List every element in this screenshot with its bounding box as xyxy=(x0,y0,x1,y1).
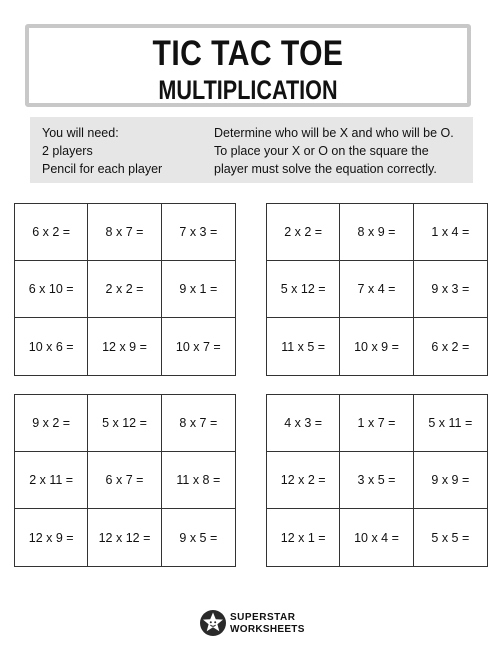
board-cell[interactable]: 12 x 9 = xyxy=(15,509,88,566)
board-cell[interactable]: 5 x 12 = xyxy=(88,395,161,452)
board-cell[interactable]: 8 x 7 = xyxy=(162,395,235,452)
board-cell[interactable]: 1 x 4 = xyxy=(414,204,487,261)
tic-tac-toe-board-2 xyxy=(266,203,488,376)
board-cell[interactable]: 7 x 4 = xyxy=(340,261,413,318)
tic-tac-toe-board-4 xyxy=(266,394,488,567)
board-cell[interactable]: 6 x 10 = xyxy=(15,261,88,318)
board-cell[interactable]: 10 x 6 = xyxy=(15,318,88,375)
board-cell[interactable]: 7 x 3 = xyxy=(162,204,235,261)
materials-heading: You will need: xyxy=(42,126,119,140)
board-cell[interactable]: 10 x 7 = xyxy=(175,339,221,354)
board-cell[interactable]: 1 x 7 = xyxy=(340,395,413,452)
board-cell[interactable]: 9 x 3 = xyxy=(414,261,487,318)
board-cell[interactable]: 6 x 2 = xyxy=(431,339,470,354)
instruction-line: Determine who will be X and who will be O. xyxy=(214,126,454,140)
board-cell[interactable]: 12 x 2 = xyxy=(267,452,340,509)
instructions xyxy=(214,124,454,178)
instruction-line: To place your X or O on the square the xyxy=(214,144,429,158)
tic-tac-toe-board-1 xyxy=(14,203,236,376)
materials-list xyxy=(42,124,162,178)
board-cell[interactable]: 11 x 5 = xyxy=(267,318,340,375)
board-cell[interactable]: 8 x 7 = xyxy=(88,204,161,261)
board-cell[interactable]: 10 x 4 = xyxy=(340,509,413,566)
board-cell[interactable]: 4 x 3 = xyxy=(267,395,340,452)
brand-name-line1: SUPERSTAR xyxy=(230,612,296,623)
board-cell[interactable]: 12 x 1 = xyxy=(267,509,340,566)
board-cell[interactable]: 9 x 9 = xyxy=(414,452,487,509)
board-cell[interactable]: 10 x 9 = xyxy=(340,318,413,375)
board-cell[interactable]: 5 x 11 = xyxy=(414,395,487,452)
board-cell[interactable]: 11 x 8 = xyxy=(162,452,235,509)
smiling-star-icon xyxy=(199,609,227,637)
info-box xyxy=(30,117,473,183)
board-cell[interactable]: 5 x 12 = xyxy=(267,261,340,318)
materials-item: 2 players xyxy=(42,144,93,158)
page-title: TIC TAC TOE xyxy=(152,34,344,73)
board-cell[interactable]: 9 x 2 = xyxy=(15,395,88,452)
materials-item: Pencil for each player xyxy=(42,162,163,176)
board-cell[interactable]: 6 x 2 = xyxy=(15,204,88,261)
board-cell[interactable]: 12 x 9 = xyxy=(88,318,161,375)
instruction-line: player must solve the equation correctly. xyxy=(214,162,437,176)
tic-tac-toe-board-3 xyxy=(14,394,236,567)
board-cell[interactable]: 2 x 2 = xyxy=(267,204,340,261)
title-box xyxy=(25,24,471,107)
board-cell[interactable]: 6 x 7 = xyxy=(88,452,161,509)
board-cell[interactable]: 12 x 12 = xyxy=(88,509,161,566)
brand-name-line2: WORKSHEETS xyxy=(230,624,305,635)
board-cell[interactable]: 9 x 5 = xyxy=(179,530,218,545)
board-cell[interactable]: 5 x 5 = xyxy=(431,530,470,545)
board-cell[interactable]: 2 x 2 = xyxy=(88,261,161,318)
board-cell[interactable]: 2 x 11 = xyxy=(15,452,88,509)
board-cell[interactable]: 3 x 5 = xyxy=(340,452,413,509)
board-cell[interactable]: 9 x 1 = xyxy=(162,261,235,318)
board-cell[interactable]: 8 x 9 = xyxy=(340,204,413,261)
page-subtitle: MULTIPLICATION xyxy=(158,75,338,105)
